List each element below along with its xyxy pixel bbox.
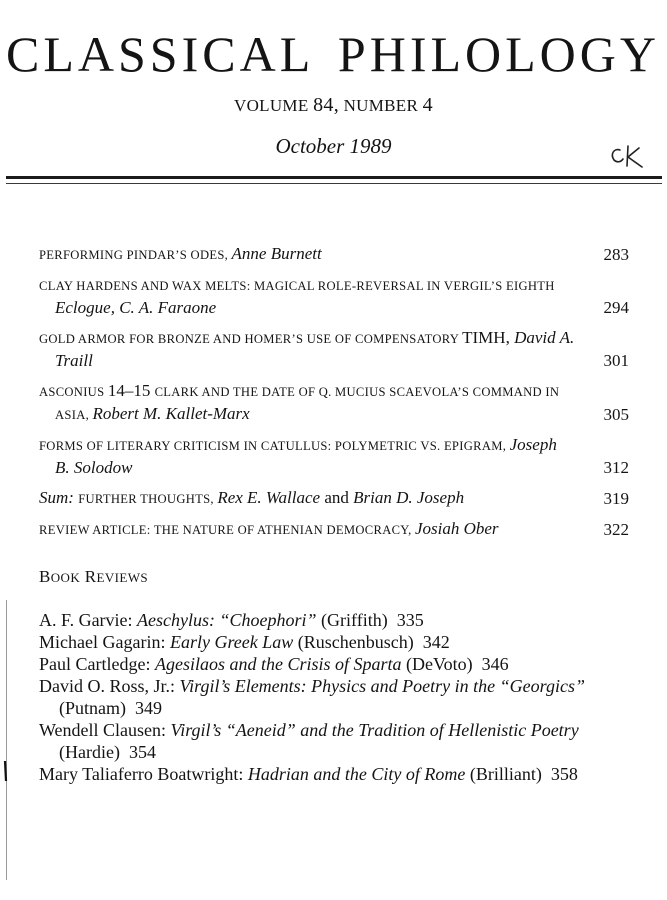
journal-title-word-1: CLASSICAL [6,26,315,82]
article-entry [39,434,629,479]
issue-date: October 1989 [275,134,392,158]
handwritten-initials-mark [608,136,648,172]
volume-number: 84, [313,94,339,116]
article-entry [39,243,629,266]
article-citation: PERFORMING PINDAR’S ODES, Anne Burnett [39,244,322,263]
review-entry [39,763,639,785]
page-number: 319 [603,489,629,508]
review-citation: A. F. Garvie: Aeschylus: “Choephori” (Griffith) 335 [39,610,424,630]
number-label: NUMBER [343,96,419,115]
page-number: 354 [128,742,156,762]
journal-title-word-2: PHILOLOGY [337,26,660,82]
book-review-list [39,609,639,785]
page-number: 322 [603,520,629,539]
review-citation: Michael Gagarin: Early Greek Law (Ruschenbusch) 342 [39,632,450,652]
review-citation: Wendell Clausen: Virgil’s “Aeneid” and the Tradition of Hellenistic Poetry (Hardie) 354 [39,720,579,762]
page-number: 305 [603,405,629,424]
review-entry [39,719,639,763]
article-citation: GOLD ARMOR FOR BRONZE AND HOMER’S USE OF COMPENSATORY TIMH, David A. Traill [39,328,575,370]
book-reviews-heading: BOOK REVIEWS [39,567,149,586]
journal-title [6,26,660,82]
page-number: 301 [603,351,629,370]
review-entry [39,609,639,631]
article-citation: Sum: FURTHER THOUGHTS, Rex E. Wallace and Brian D. Joseph [39,488,465,507]
page-number: 312 [603,458,629,477]
article-entry [39,380,629,426]
header-rule-thick [6,176,662,179]
article-citation: CLAY HARDENS AND WAX MELTS: MAGICAL ROLE-REVERSAL IN VERGIL’S EIGHTH Eclogue, C. A. Faraone [39,279,555,317]
article-entry [39,518,629,541]
page-number: 346 [481,654,509,674]
page-number: 358 [550,764,578,784]
review-entry [39,675,639,719]
review-citation: David O. Ross, Jr.: Virgil’s Elements: Physics and Poetry in the “Georgics” (Putnam) 349 [39,676,585,718]
issue-number: 4 [422,94,433,116]
page-number: 294 [603,298,629,317]
review-citation: Paul Cartledge: Agesilaos and the Crisis of Sparta (DeVoto) 346 [39,654,509,674]
article-entry [39,274,629,319]
article-citation: ASCONIUS 14–15 CLARK AND THE DATE OF Q. MUCIUS SCAEVOLA’S COMMAND IN ASIA, Robert M. Kallet-Marx [39,381,560,423]
review-citation: Mary Taliaferro Boatwright: Hadrian and the City of Rome (Brilliant) 358 [39,764,578,784]
article-list [39,243,629,549]
article-entry [39,487,629,510]
article-citation: REVIEW ARTICLE: THE NATURE OF ATHENIAN DEMOCRACY, Josiah Ober [39,519,499,538]
review-entry [39,653,639,675]
scan-margin-line [6,600,7,880]
header-rule-thin [6,183,662,184]
page-number: 283 [603,245,629,264]
scan-margin-mark [2,760,8,782]
page-number: 349 [135,698,162,718]
article-entry [39,327,629,372]
article-citation: FORMS OF LITERARY CRITICISM IN CATULLUS: POLYMETRIC VS. EPIGRAM, Joseph B. Solodow [39,435,557,477]
volume-number-line [0,94,667,117]
page-number: 342 [422,632,450,652]
page-number: 335 [396,610,424,630]
volume-label: VOLUME [234,96,309,115]
review-entry [39,631,639,653]
